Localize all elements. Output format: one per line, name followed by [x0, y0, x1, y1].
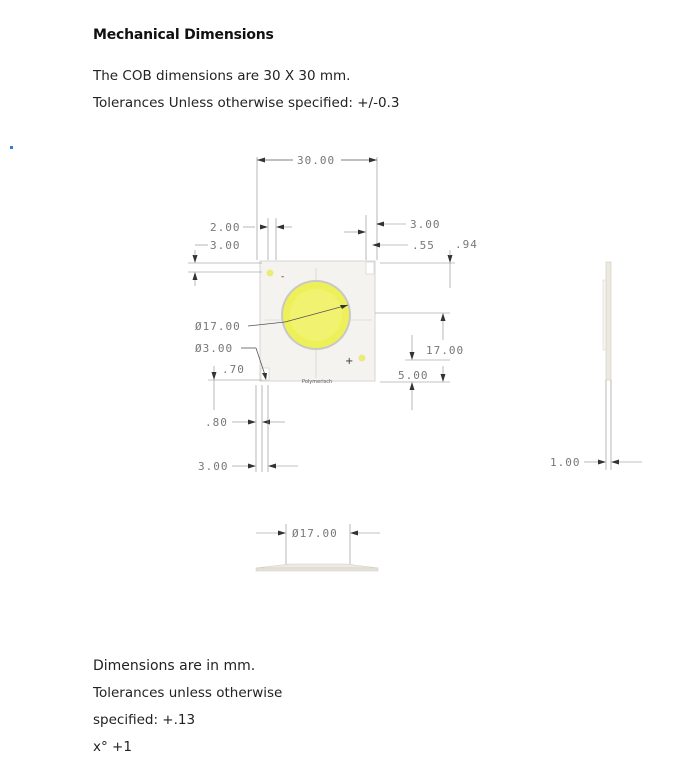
- dim-width: 30.00: [297, 154, 336, 167]
- intro-line-2: Tolerances Unless otherwise specified: +/-0.3: [93, 95, 400, 111]
- dim-hole-diameter: Ø3.00: [195, 342, 234, 355]
- plus-polarity: +: [345, 356, 354, 367]
- dim-left-3: 3.00: [210, 239, 241, 252]
- dim-vertical-17: 17.00: [426, 344, 465, 357]
- minus-polarity: -: [281, 272, 285, 282]
- dim-80: .80: [205, 416, 228, 429]
- note-line-1: Dimensions are in mm.: [93, 658, 256, 674]
- side-view-plate: [606, 262, 611, 380]
- dim-vertical-5: 5.00: [398, 369, 429, 382]
- side-view-dome: [256, 564, 378, 568]
- dim-led-diameter: Ø17.00: [195, 320, 241, 333]
- dim-right-3: 3.00: [410, 218, 441, 231]
- section-title: Mechanical Dimensions: [93, 27, 274, 43]
- dim-left-2: 2.00: [210, 221, 241, 234]
- note-line-4: x° +1: [93, 739, 132, 755]
- intro-line-1: The COB dimensions are 30 X 30 mm.: [93, 68, 351, 84]
- dim-bottom-3: 3.00: [198, 460, 229, 473]
- dim-side-diameter: Ø17.00: [292, 527, 338, 540]
- dim-70: .70: [222, 363, 245, 376]
- dim-right-55: .55: [412, 239, 435, 252]
- dim-corner-94: .94: [455, 238, 478, 251]
- dim-thickness: 1.00: [550, 456, 581, 469]
- note-line-2: Tolerances unless otherwise: [93, 685, 283, 701]
- note-line-3: specified: +.13: [93, 712, 196, 728]
- plate-logo-text: Polymerisch: [302, 379, 333, 385]
